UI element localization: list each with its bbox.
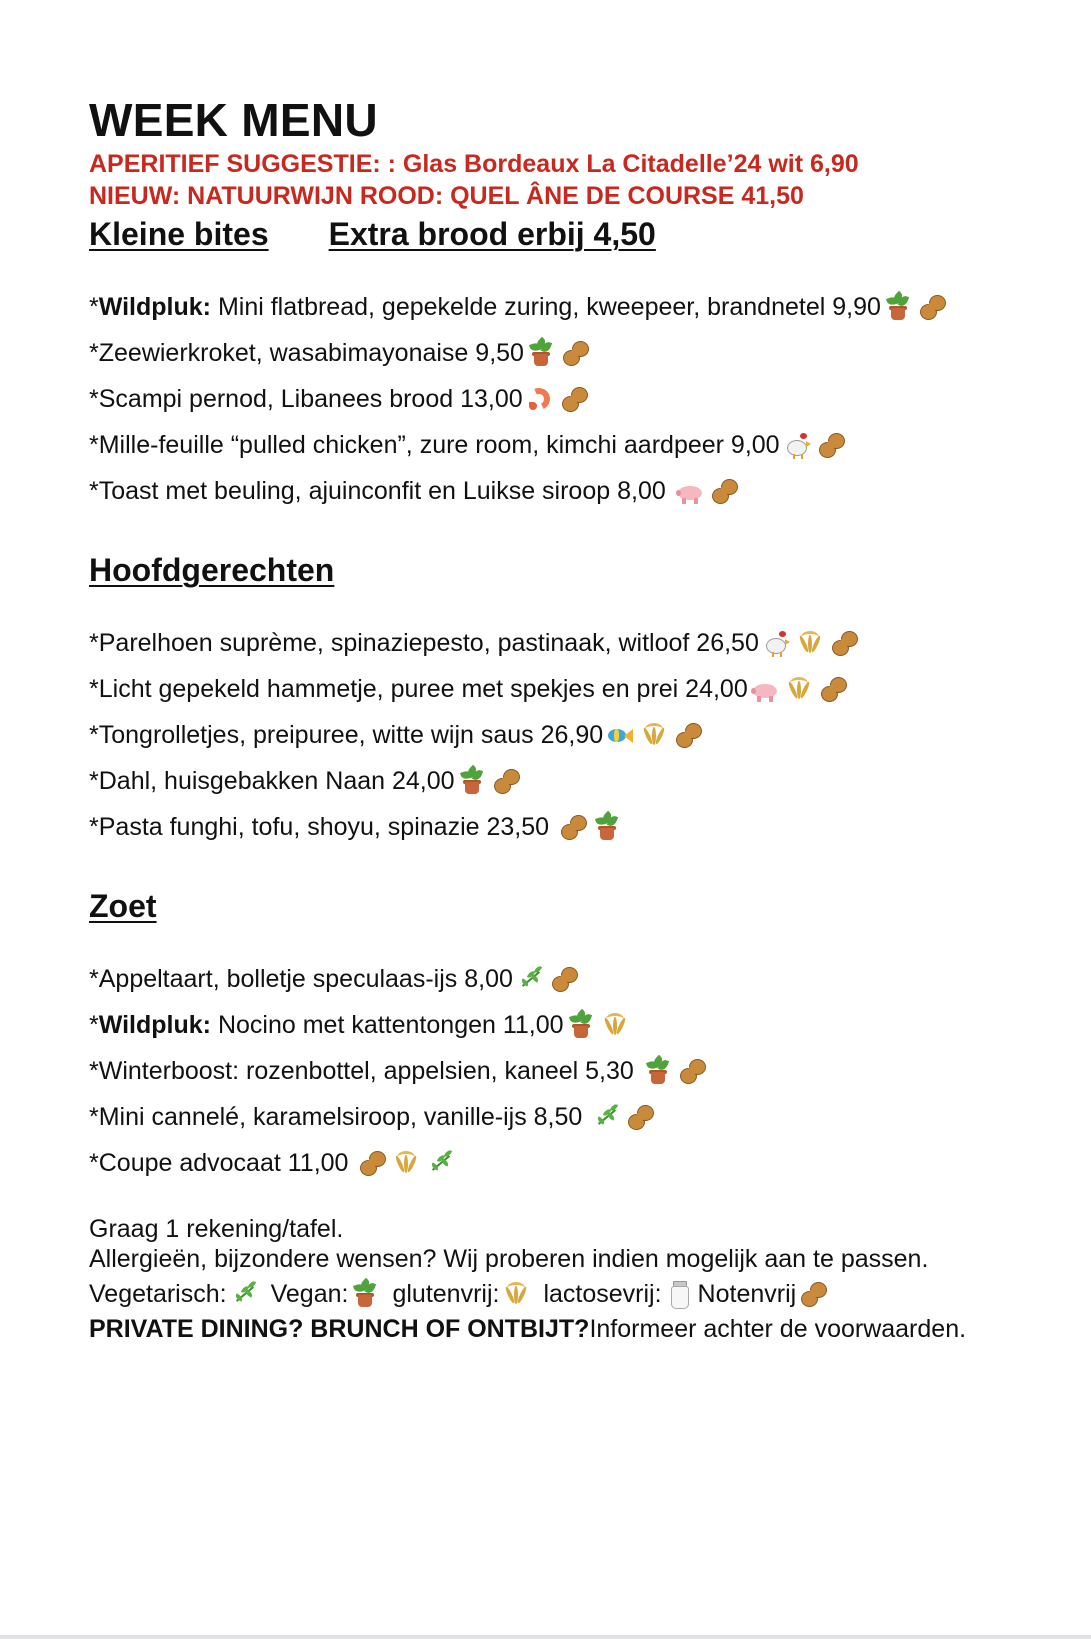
menu-item (89, 758, 1079, 804)
menu-item (89, 804, 1079, 850)
menu-item-bullet: * (89, 477, 99, 505)
pig-icon (675, 476, 705, 506)
menu-item (89, 422, 1079, 468)
peanut-icon (798, 1279, 828, 1309)
menu-item (89, 956, 1079, 1002)
menu-item-text: Dahl, huisgebakken Naan 24,00 (98, 767, 455, 795)
section-title-hoofdgerechten: Hoofdgerechten (89, 552, 335, 588)
menu-item-text: Mini flatbread, gepekelde zuring, kweepeer, brandnetel 9,90 (211, 293, 881, 321)
menu-item-bullet: * (89, 629, 99, 657)
menu-item-bullet: * (89, 813, 99, 841)
menu-item (89, 1048, 1079, 1094)
peanut-icon (818, 674, 848, 704)
peanut-icon (677, 1056, 707, 1086)
plant-icon (350, 1279, 380, 1309)
shrimp-icon (525, 384, 555, 414)
jar-icon (664, 1279, 694, 1309)
bill-note: Graag 1 rekening/tafel. (89, 1215, 344, 1243)
plant-icon (526, 338, 556, 368)
private-dining-question: PRIVATE DINING? BRUNCH OF ONTBIJT? (89, 1315, 590, 1343)
plant-icon (643, 1056, 673, 1086)
chicken-icon (761, 628, 791, 658)
menu-item-icons (605, 720, 707, 750)
menu-item-bullet: * (89, 1057, 99, 1085)
menu-item-icons (457, 766, 525, 796)
plant-icon (592, 812, 622, 842)
menu-item-icons (675, 476, 743, 506)
menu-list-hoofdgerechten (89, 620, 1079, 850)
menu-item-bullet: * (89, 1149, 99, 1177)
section-header-hoofdgerechten (89, 550, 1079, 590)
new-wine-notice: NIEUW: NATUURWIJN ROOD: QUEL ÂNE DE COURSE 41,50 (89, 182, 804, 210)
grain-icon (391, 1148, 421, 1178)
menu-item (89, 468, 1079, 514)
menu-item-icons (515, 964, 583, 994)
menu-item-icons (750, 674, 852, 704)
menu-item (89, 1002, 1079, 1048)
menu-item-icons (643, 1056, 711, 1086)
section-title-zoet: Zoet (89, 888, 157, 924)
menu-item-text: Parelhoen suprème, spinaziepesto, pastinaak, witloof 26,50 (98, 629, 759, 657)
menu-item-text: Licht gepekeld hammetje, puree met spekjes en prei 24,00 (98, 675, 748, 703)
menu-item-icons (591, 1102, 659, 1132)
menu-item-bullet: * (89, 767, 99, 795)
menu-item-icons (883, 292, 951, 322)
peanut-icon (829, 628, 859, 658)
menu-item (89, 666, 1079, 712)
private-dining-info: Informeer achter de voorwaarden. (589, 1315, 967, 1343)
allergen-legend (89, 1274, 1079, 1314)
menu-item-text: Pasta funghi, tofu, shoyu, spinazie 23,50 (98, 813, 556, 841)
menu-item-text: Nocino met kattentongen 11,00 (211, 1011, 564, 1039)
menu-item-icons (357, 1148, 459, 1178)
menu-item-bullet: * (89, 721, 99, 749)
menu-list-zoet (89, 956, 1079, 1186)
menu-item-text: Mini cannelé, karamelsiroop, vanille-ijs 8,50 (98, 1103, 590, 1131)
peanut-icon (549, 964, 579, 994)
peanut-icon (917, 292, 947, 322)
menu-item-text: Coupe advocaat 11,00 (98, 1149, 356, 1177)
menu-item-highlight: Wildpluk: (98, 293, 211, 321)
legend-lactosevrij: lactosevrij: (543, 1280, 662, 1308)
peanut-icon (560, 338, 590, 368)
menu-item-icons (782, 430, 850, 460)
menu-item-text: Mille-feuille “pulled chicken”, zure room, kimchi aardpeer 9,00 (98, 431, 780, 459)
menu-page (89, 92, 1079, 1345)
menu-item (89, 1140, 1079, 1186)
menu-item (89, 330, 1079, 376)
grain-icon (784, 674, 814, 704)
peanut-icon (558, 812, 588, 842)
extra-bread-note: Extra brood erbij 4,50 (328, 216, 656, 252)
peanut-icon (673, 720, 703, 750)
pig-icon (750, 674, 780, 704)
herb-icon (515, 964, 545, 994)
grain-icon (639, 720, 669, 750)
menu-item-bullet: * (89, 965, 99, 993)
section-header-kleine-bites (89, 214, 1079, 254)
menu-item-icons (761, 628, 863, 658)
menu-list-kleine-bites (89, 284, 1079, 514)
peanut-icon (357, 1148, 387, 1178)
menu-item-highlight: Wildpluk: (98, 1011, 211, 1039)
grain-icon (501, 1279, 531, 1309)
menu-item-bullet: * (89, 1103, 99, 1131)
plant-icon (883, 292, 913, 322)
menu-item-text: Winterboost: rozenbottel, appelsien, kaneel 5,30 (98, 1057, 641, 1085)
menu-item (89, 376, 1079, 422)
menu-item-icons (566, 1010, 634, 1040)
peanut-icon (491, 766, 521, 796)
peanut-icon (559, 384, 589, 414)
plant-icon (566, 1010, 596, 1040)
menu-item-text: Appeltaart, bolletje speculaas-ijs 8,00 (98, 965, 513, 993)
menu-item-bullet: * (89, 385, 99, 413)
grain-icon (600, 1010, 630, 1040)
menu-item-text: Zeewierkroket, wasabimayonaise 9,50 (98, 339, 524, 367)
herb-icon (229, 1279, 259, 1309)
menu-footer (89, 1214, 1079, 1345)
allergy-note: Allergieën, bijzondere wensen? Wij proberen indien mogelijk aan te passen. (89, 1245, 929, 1273)
aperitief-suggestion: APERITIEF SUGGESTIE: : Glas Bordeaux La Citadelle’24 wit 6,90 (89, 150, 859, 178)
menu-item-text: Scampi pernod, Libanees brood 13,00 (98, 385, 523, 413)
herb-icon (425, 1148, 455, 1178)
menu-item-bullet: * (89, 339, 99, 367)
legend-vegetarisch: Vegetarisch: (89, 1280, 227, 1308)
bottom-divider (0, 1635, 1091, 1639)
peanut-icon (625, 1102, 655, 1132)
menu-item (89, 1094, 1079, 1140)
menu-item (89, 712, 1079, 758)
page-title: WEEK MENU (89, 94, 378, 146)
private-dining-note (89, 1314, 1079, 1345)
grain-icon (795, 628, 825, 658)
menu-item-icons (558, 812, 626, 842)
legend-vegan: Vegan: (270, 1280, 349, 1308)
menu-item-bullet: * (89, 293, 99, 321)
menu-item-bullet: * (89, 675, 99, 703)
menu-item-text: Toast met beuling, ajuinconfit en Luikse siroop 8,00 (98, 477, 673, 505)
menu-item (89, 284, 1079, 330)
menu-item-text: Tongrolletjes, preipuree, witte wijn saus 26,90 (98, 721, 604, 749)
legend-glutenvrij: glutenvrij: (392, 1280, 500, 1308)
menu-item-icons (525, 384, 593, 414)
menu-item (89, 620, 1079, 666)
menu-item-icons (526, 338, 594, 368)
chicken-icon (782, 430, 812, 460)
section-title-kleine-bites: Kleine bites (89, 216, 269, 252)
peanut-icon (709, 476, 739, 506)
legend-notenvrij: Notenvrij (697, 1280, 797, 1308)
menu-item-bullet: * (89, 431, 99, 459)
fish-icon (605, 720, 635, 750)
peanut-icon (816, 430, 846, 460)
herb-icon (591, 1102, 621, 1132)
plant-icon (457, 766, 487, 796)
menu-item-bullet: * (89, 1011, 99, 1039)
section-header-zoet (89, 886, 1079, 926)
